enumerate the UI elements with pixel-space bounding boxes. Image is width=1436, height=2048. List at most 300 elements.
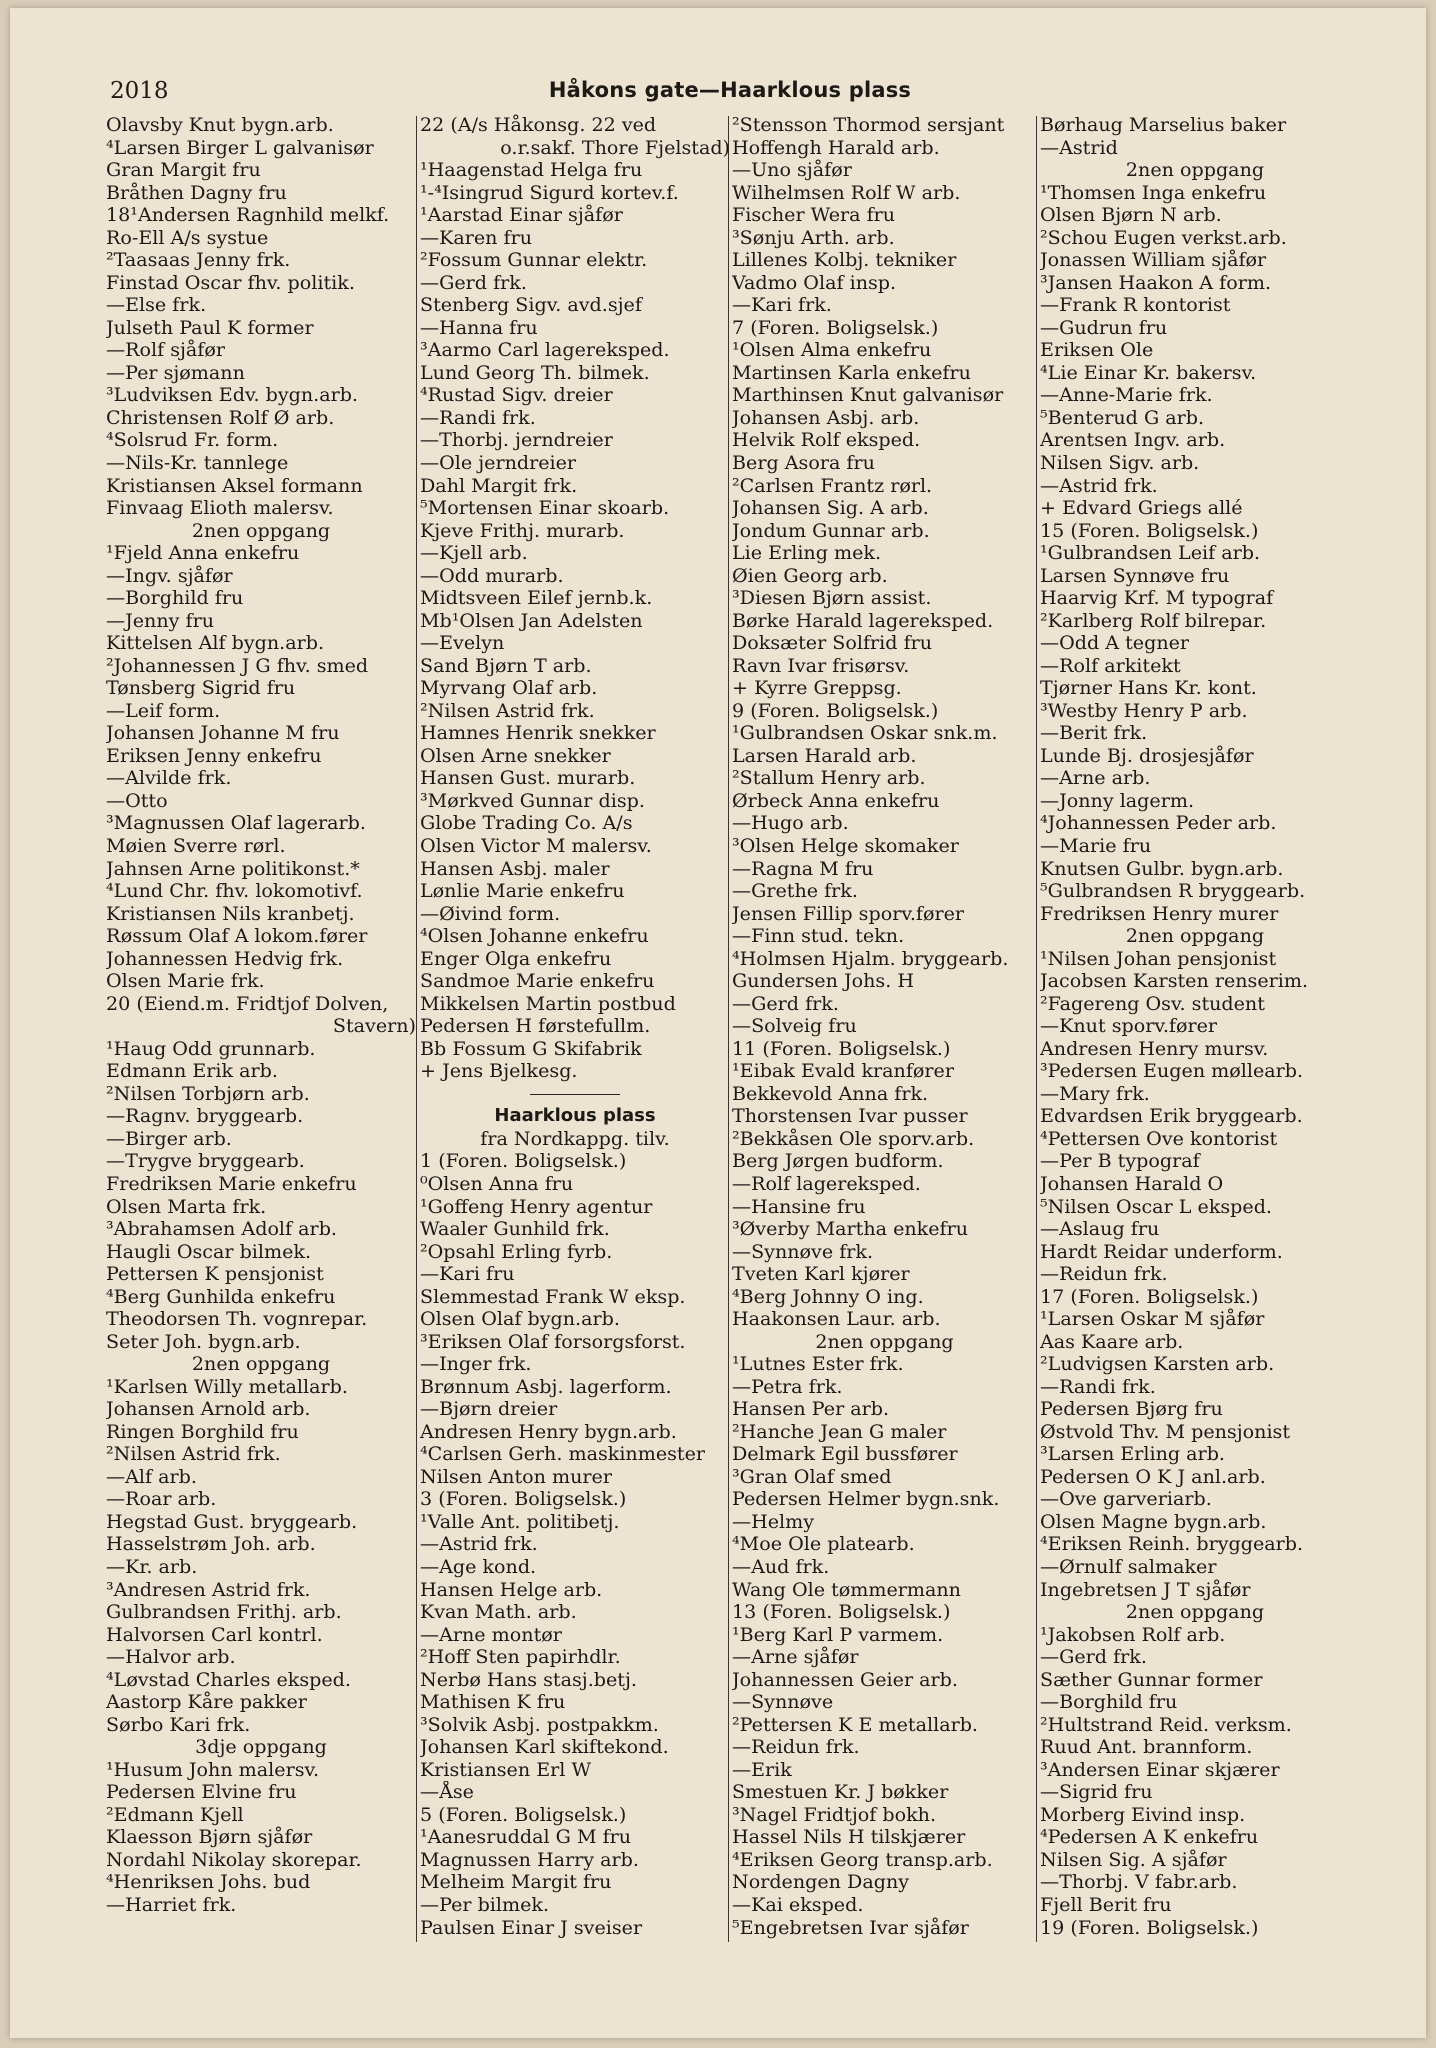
directory-entry: 11 (Foren. Boligselsk.) xyxy=(732,1037,951,1060)
directory-entry: Lund Georg Th. bilmek. xyxy=(420,361,650,384)
directory-entry: Olsen Magne bygn.arb. xyxy=(1040,1510,1267,1533)
directory-entry: ³Ludviksen Edv. bygn.arb. xyxy=(106,384,359,407)
section-heading: 2nen oppgang xyxy=(191,519,331,542)
directory-entry: Møien Sverre rørl. xyxy=(106,835,286,857)
directory-entry: —Arne arb. xyxy=(1040,767,1151,790)
directory-entry: Børhaug Marselius baker xyxy=(1040,114,1287,136)
page-header xyxy=(110,74,1350,114)
directory-entry: —Randi frk. xyxy=(420,406,536,429)
directory-entry: Sandmoe Marie enkefru xyxy=(420,970,655,993)
directory-entry: 20 (Eiend.m. Fridtjof Dolven, xyxy=(106,992,389,1015)
directory-entry: Haakonsen Laur. arb. xyxy=(732,1308,941,1331)
directory-entry: Aastorp Kåre pakker xyxy=(106,1691,307,1714)
directory-entry: —Berit frk. xyxy=(1040,722,1148,745)
directory-entry: Sørbo Kari frk. xyxy=(106,1713,251,1736)
directory-entry: ³Andresen Astrid frk. xyxy=(106,1578,311,1601)
directory-entry: Haugli Oscar bilmek. xyxy=(106,1240,312,1263)
directory-entry: Jondum Gunnar arb. xyxy=(732,519,930,542)
directory-entry: Nordahl Nikolay skorepar. xyxy=(106,1848,362,1871)
directory-entry: ¹-⁴Isingrud Sigurd kortev.f. xyxy=(420,181,679,204)
directory-entry: Pettersen K pensjonist xyxy=(106,1263,324,1286)
directory-entry: Bråthen Dagny fru xyxy=(106,181,287,204)
directory-entry: + Jens Bjelkesg. xyxy=(420,1060,578,1083)
directory-entry: Finvaag Elioth malersv. xyxy=(106,497,334,520)
directory-entry: —Petra frk. xyxy=(732,1375,843,1398)
directory-entry: —Kari frk. xyxy=(732,294,832,317)
directory-entry: Kvan Math. arb. xyxy=(420,1601,577,1624)
directory-entry: ¹Aarstad Einar sjåfør xyxy=(420,204,623,227)
directory-entry: —Anne-Marie frk. xyxy=(1040,384,1213,407)
directory-entry: Hansen Asbj. maler xyxy=(420,857,610,880)
directory-entry: Ringen Borghild fru xyxy=(106,1420,299,1443)
directory-entry: ²Ludvigsen Karsten arb. xyxy=(1040,1353,1275,1376)
directory-entry: Delmark Egil bussfører xyxy=(732,1443,958,1466)
directory-entry: Lillenes Kolbj. tekniker xyxy=(732,249,957,272)
section-heading: 2nen oppgang xyxy=(815,1330,954,1353)
directory-entry: —Jonny lagerm. xyxy=(1040,789,1195,812)
directory-entry: Theodorsen Th. vognrepar. xyxy=(106,1308,368,1331)
directory-entry: ²Taasaas Jenny frk. xyxy=(106,249,291,272)
section-heading: 3dje oppgang xyxy=(195,1736,327,1759)
directory-entry: Eriksen Jenny enkefru xyxy=(106,744,322,767)
directory-entry: ¹Lutnes Ester frk. xyxy=(732,1353,904,1376)
directory-entry: Hansen Helge arb. xyxy=(420,1578,603,1601)
directory-entry: Brønnum Asbj. lagerform. xyxy=(420,1375,672,1398)
directory-entry: Melheim Margit fru xyxy=(420,1871,612,1894)
directory-entry: ¹Haug Odd grunnarb. xyxy=(106,1037,316,1060)
directory-entry: Globe Trading Co. A/s xyxy=(420,812,633,835)
directory-entry: —Hugo arb. xyxy=(732,812,849,835)
directory-entry: Børke Harald lagereksped. xyxy=(732,609,994,632)
directory-entry: Ravn Ivar frisørsv. xyxy=(732,654,910,677)
running-title: Håkons gate—Haarklous plass xyxy=(548,78,912,102)
directory-entry: ¹Karlsen Willy metallarb. xyxy=(106,1375,348,1398)
directory-entry: Ruud Ant. brannform. xyxy=(1040,1736,1253,1759)
directory-entry: ⁴Løvstad Charles eksped. xyxy=(106,1668,351,1691)
directory-entry: Olsen Arne snekker xyxy=(420,744,611,767)
continuation-line: o.r.sakf. Thore Fjelstad) xyxy=(500,136,730,159)
directory-entry: ⁴Olsen Johanne enkefru xyxy=(420,925,649,948)
directory-entry: Christensen Rolf Ø arb. xyxy=(106,406,335,429)
directory-entry: Lie Erling mek. xyxy=(732,542,882,565)
directory-entry: Sand Bjørn T arb. xyxy=(420,654,592,677)
section-heading: 2nen oppgang xyxy=(1125,1601,1265,1624)
directory-entry: —Rolf sjåfør xyxy=(106,339,226,362)
directory-entry: Olsen Victor M malersv. xyxy=(420,835,652,857)
directory-entry: Johansen Johanne M fru xyxy=(106,722,340,745)
directory-entry: Johansen Asbj. arb. xyxy=(732,406,920,429)
directory-entry: Johansen Karl skiftekond. xyxy=(420,1736,669,1759)
directory-entry: —Ove garveriarb. xyxy=(1040,1488,1212,1511)
directory-entry: Vadmo Olaf insp. xyxy=(732,271,897,294)
directory-entry: Olavsby Knut bygn.arb. xyxy=(106,114,334,136)
directory-entry: —Ragna M fru xyxy=(732,857,874,880)
directory-entry: ⁴Pedersen A K enkefru xyxy=(1040,1826,1259,1849)
directory-entry: —Harriet frk. xyxy=(106,1893,237,1916)
directory-entry: ³Mørkved Gunnar disp. xyxy=(420,789,645,812)
directory-entry: —Thorbj. jerndreier xyxy=(420,429,613,452)
directory-entry: —Kjell arb. xyxy=(420,542,528,565)
directory-entry: —Sigrid fru xyxy=(1040,1781,1153,1804)
directory-entry: Hardt Reidar underform. xyxy=(1040,1240,1283,1263)
directory-entry: ⁴Eriksen Georg transp.arb. xyxy=(732,1848,993,1871)
section-heading: 2nen oppgang xyxy=(1125,925,1265,948)
directory-entry: ⁴Pettersen Ove kontorist xyxy=(1040,1127,1278,1150)
directory-entry: ⁵Nilsen Oscar L eksped. xyxy=(1040,1195,1272,1218)
directory-entry: Pedersen Elvine fru xyxy=(106,1781,297,1804)
directory-entry: ¹Jakobsen Rolf arb. xyxy=(1040,1623,1226,1646)
directory-entry: —Arne montør xyxy=(420,1623,562,1646)
directory-entry: —Alvilde frk. xyxy=(106,767,232,790)
directory-entry: ²Nilsen Astrid frk. xyxy=(106,1443,281,1466)
directory-entry: 19 (Foren. Boligselsk.) xyxy=(1040,1916,1259,1939)
directory-entry: —Grethe frk. xyxy=(732,880,858,903)
directory-entry: —Bjørn dreier xyxy=(420,1398,558,1421)
directory-entry: Ingebretsen J T sjåfør xyxy=(1040,1578,1251,1601)
directory-entry: ²Johannessen J G fhv. smed xyxy=(106,654,369,677)
directory-entry: Stenberg Sigv. avd.sjef xyxy=(420,294,642,317)
directory-entry: Dahl Margit frk. xyxy=(420,474,578,497)
directory-entry: Hassel Nils H tilskjærer xyxy=(732,1826,966,1849)
directory-entry: Hansen Per arb. xyxy=(732,1398,890,1421)
directory-entry: —Marie fru xyxy=(1040,835,1152,857)
directory-entry: —Halvor arb. xyxy=(106,1646,236,1669)
directory-entry: Slemmestad Frank W eksp. xyxy=(420,1285,686,1308)
directory-entry: —Ole jerndreier xyxy=(420,451,577,474)
directory-entry: —Alf arb. xyxy=(106,1465,197,1488)
directory-entry: —Rolf arkitekt xyxy=(1040,654,1181,677)
directory-entry: —Solveig fru xyxy=(732,1015,857,1038)
directory-entry: Pedersen Helmer bygn.snk. xyxy=(732,1488,1000,1511)
directory-entry: —Jenny fru xyxy=(106,609,214,632)
directory-entry: —Roar arb. xyxy=(106,1488,217,1511)
directory-entry: ¹Thomsen Inga enkefru xyxy=(1040,181,1267,204)
column-2 xyxy=(420,114,730,1939)
directory-entry: —Borghild fru xyxy=(106,587,244,610)
directory-entry: ⁴Lie Einar Kr. bakersv. xyxy=(1040,361,1257,384)
directory-entry: —Astrid frk. xyxy=(1040,474,1158,497)
directory-entry: Johansen Harald O xyxy=(1040,1172,1224,1195)
directory-entry: —Gerd frk. xyxy=(420,271,527,294)
directory-entry: ¹Aanesruddal G M fru xyxy=(420,1826,632,1849)
directory-entry: Smestuen Kr. J bøkker xyxy=(732,1781,949,1804)
directory-entry: ³Nagel Fridtjof bokh. xyxy=(732,1803,937,1826)
directory-entry: 17 (Foren. Boligselsk.) xyxy=(1040,1285,1259,1308)
directory-entry: ²Schou Eugen verkst.arb. xyxy=(1040,226,1287,249)
directory-entry: ³Olsen Helge skomaker xyxy=(732,835,959,857)
directory-entry: Eriksen Ole xyxy=(1040,339,1154,362)
directory-entry: Marthinsen Knut galvanisør xyxy=(732,384,1004,407)
directory-entry: —Finn stud. tekn. xyxy=(732,925,905,948)
directory-entry: ³Andersen Einar skjærer xyxy=(1040,1758,1280,1781)
directory-entry: Kristiansen Nils kranbetj. xyxy=(106,902,355,925)
directory-entry: Olsen Marie frk. xyxy=(106,970,265,993)
directory-entry: Arentsen Ingv. arb. xyxy=(1040,429,1226,452)
column-1 xyxy=(106,114,416,1917)
directory-entry: Aas Kaare arb. xyxy=(1040,1330,1184,1353)
directory-entry: ²Stallum Henry arb. xyxy=(732,767,926,790)
directory-entry: Gran Margit fru xyxy=(106,159,261,182)
directory-entry: —Evelyn xyxy=(420,632,505,655)
directory-entry: —Ørnulf salmaker xyxy=(1040,1556,1217,1578)
directory-entry: ³Magnussen Olaf lagerarb. xyxy=(106,812,366,835)
directory-entry: Hansen Gust. murarb. xyxy=(420,767,636,790)
directory-entry: Tønsberg Sigrid fru xyxy=(106,677,296,700)
directory-entry: ³Solvik Asbj. postpakkm. xyxy=(420,1713,659,1736)
directory-entry: 15 (Foren. Boligselsk.) xyxy=(1040,519,1259,542)
directory-entry: ¹Berg Karl P varmem. xyxy=(732,1623,944,1646)
directory-entry: ⁵Benterud G arb. xyxy=(1040,406,1205,429)
directory-entry: —Arne sjåfør xyxy=(732,1646,859,1669)
street-heading: Haarklous plass xyxy=(494,1105,656,1127)
directory-entry: —Knut sporv.fører xyxy=(1040,1015,1218,1038)
directory-entry: ⁵Mortensen Einar skoarb. xyxy=(420,497,670,520)
directory-entry: Fredriksen Marie enkefru xyxy=(106,1172,357,1195)
directory-entry: Johannessen Hedvig frk. xyxy=(106,947,344,970)
directory-entry: ²Hanche Jean G maler xyxy=(732,1420,947,1443)
directory-entry: ²Hultstrand Reid. verksm. xyxy=(1040,1713,1292,1736)
directory-entry: ¹Haagenstad Helga fru xyxy=(420,159,643,182)
directory-entry: 7 (Foren. Boligselsk.) xyxy=(732,316,939,339)
directory-entry: —Åse xyxy=(420,1781,474,1804)
directory-entry: Mikkelsen Martin postbud xyxy=(420,992,676,1015)
directory-entry: Doksæter Solfrid fru xyxy=(732,632,933,655)
directory-entry: Sæther Gunnar former xyxy=(1040,1668,1263,1691)
directory-entry: ⁴Larsen Birger L galvanisør xyxy=(106,136,374,159)
directory-entry: Olsen Bjørn N arb. xyxy=(1040,204,1222,227)
directory-entry: Øien Georg arb. xyxy=(732,564,888,587)
directory-entry: ²Bekkåsen Ole sporv.arb. xyxy=(732,1127,975,1150)
directory-entry: Andresen Henry bygn.arb. xyxy=(420,1420,677,1443)
directory-entry: Martinsen Karla enkefru xyxy=(732,361,971,384)
directory-entry: —Otto xyxy=(106,789,168,812)
directory-entry: Kittelsen Alf bygn.arb. xyxy=(106,632,325,655)
directory-entry: Jacobsen Karsten renserim. xyxy=(1040,970,1309,993)
directory-entry: Lunde Bj. drosjesjåfør xyxy=(1040,744,1254,767)
directory-entry: Morberg Eivind insp. xyxy=(1040,1803,1246,1826)
directory-entry: ⁴Lund Chr. fhv. lokomotivf. xyxy=(106,880,363,903)
directory-entry: ²Carlsen Frantz rørl. xyxy=(732,474,933,497)
directory-entry: ⁵Engebretsen Ivar sjåfør xyxy=(732,1916,969,1939)
directory-entry: —Hansine fru xyxy=(732,1195,866,1218)
directory-entry: —Else frk. xyxy=(106,294,207,317)
directory-entry: Fischer Wera fru xyxy=(732,204,896,227)
directory-entry: Bekkevold Anna frk. xyxy=(732,1082,929,1105)
directory-entry: Finstad Oscar fhv. politik. xyxy=(106,271,355,294)
directory-entry: Klaesson Bjørn sjåfør xyxy=(106,1826,313,1849)
directory-entry: ²Pettersen K E metallarb. xyxy=(732,1713,978,1736)
directory-entry: Berg Jørgen budform. xyxy=(732,1150,944,1173)
directory-entry: Tjørner Hans Kr. kont. xyxy=(1040,677,1257,700)
directory-entry: Wang Ole tømmermann xyxy=(732,1578,961,1601)
directory-entry: —Astrid xyxy=(1040,136,1118,159)
directory-entry: —Astrid frk. xyxy=(420,1533,538,1556)
directory-entry: —Synnøve frk. xyxy=(732,1240,874,1263)
directory-entry: —Kr. arb. xyxy=(106,1556,198,1578)
directory-entry: —Gerd frk. xyxy=(1040,1646,1147,1669)
directory-entry: ¹Fjeld Anna enkefru xyxy=(106,542,300,565)
directory-entry: —Aud frk. xyxy=(732,1556,830,1578)
directory-entry: Myrvang Olaf arb. xyxy=(420,677,598,700)
directory-entry: Tveten Karl kjører xyxy=(732,1263,910,1286)
directory-entry: ³Pedersen Eugen møllearb. xyxy=(1040,1060,1304,1083)
directory-entry: Mb¹Olsen Jan Adelsten xyxy=(420,609,643,632)
directory-entry: Johannessen Geier arb. xyxy=(732,1668,958,1691)
directory-entry: Edmann Erik arb. xyxy=(106,1060,278,1083)
directory-entry: ¹Nilsen Johan pensjonist xyxy=(1040,947,1277,970)
directory-entry: ⁴Eriksen Reinh. bryggearb. xyxy=(1040,1533,1304,1556)
directory-entry: + Edvard Griegs allé xyxy=(1040,497,1243,520)
directory-entry: ¹Goffeng Henry agentur xyxy=(420,1195,653,1218)
directory-entry: ¹Valle Ant. politibetj. xyxy=(420,1510,620,1533)
directory-entry: —Øivind form. xyxy=(420,902,561,925)
directory-entry: Mathisen K fru xyxy=(420,1691,566,1714)
directory-entry: ³Westby Henry P arb. xyxy=(1040,699,1248,722)
directory-entry: —Gerd frk. xyxy=(732,992,839,1015)
directory-entry: Jonassen William sjåfør xyxy=(1040,249,1267,272)
directory-entry: —Inger frk. xyxy=(420,1353,532,1376)
directory-entry: ⁴Johannessen Peder arb. xyxy=(1040,812,1277,835)
directory-entry: Nordengen Dagny xyxy=(732,1871,910,1894)
directory-entry: —Frank R kontorist xyxy=(1040,294,1231,317)
directory-entry: ³Larsen Erling arb. xyxy=(1040,1443,1225,1466)
directory-entry: Magnussen Harry arb. xyxy=(420,1848,639,1871)
directory-entry: —Borghild fru xyxy=(1040,1691,1178,1714)
directory-entry: ⁴Berg Gunhilda enkefru xyxy=(106,1285,336,1308)
directory-entry: Thorstensen Ivar pusser xyxy=(732,1105,968,1128)
directory-entry: 3 (Foren. Boligselsk.) xyxy=(420,1488,627,1511)
directory-entry: Olsen Marta frk. xyxy=(106,1195,267,1218)
directory-entry: Ørbeck Anna enkefru xyxy=(732,789,940,812)
directory-entry: —Nils-Kr. tannlege xyxy=(106,451,289,474)
directory-entry: Jensen Fillip sporv.fører xyxy=(732,902,965,925)
directory-entry: ²Hoff Sten papirhdlr. xyxy=(420,1646,621,1669)
directory-entry: —Ingv. sjåfør xyxy=(106,564,233,587)
directory-entry: ²Fossum Gunnar elektr. xyxy=(420,249,648,272)
directory-entry: Nilsen Sigv. arb. xyxy=(1040,451,1200,474)
directory-entry: —Reidun frk. xyxy=(1040,1263,1168,1286)
directory-entry: ⁴Holmsen Hjalm. bryggearb. xyxy=(732,947,1009,970)
directory-entry: Pedersen H førstefullm. xyxy=(420,1015,651,1038)
directory-entry: —Per sjømann xyxy=(106,361,245,384)
directory-entry: Hasselstrøm Joh. arb. xyxy=(106,1533,316,1556)
directory-entry: —Helmy xyxy=(732,1510,815,1533)
directory-entry: —Per bilmek. xyxy=(420,1893,550,1916)
directory-entry: Hoffengh Harald arb. xyxy=(732,136,940,159)
directory-entry: ²Opsahl Erling fyrb. xyxy=(420,1240,613,1263)
directory-entry: Kjeve Frithj. murarb. xyxy=(420,519,625,542)
directory-entry: Edvardsen Erik bryggearb. xyxy=(1040,1105,1303,1128)
directory-entry: ⁵Gulbrandsen R bryggearb. xyxy=(1040,880,1306,903)
directory-entry: —Karen fru xyxy=(420,226,533,249)
directory-entry: Jahnsen Arne politikonst.* xyxy=(106,857,360,880)
directory-entry: ³Øverby Martha enkefru xyxy=(732,1218,969,1241)
directory-entry: —Synnøve xyxy=(732,1691,834,1714)
directory-entry: —Ragnv. bryggearb. xyxy=(106,1105,304,1128)
directory-entry: ⁴Berg Johnny O ing. xyxy=(732,1285,924,1308)
directory-entry: —Mary frk. xyxy=(1040,1082,1150,1105)
directory-entry: Wilhelmsen Rolf W arb. xyxy=(732,181,961,204)
directory-entry: Berg Asora fru xyxy=(732,451,875,474)
directory-entry: ³Abrahamsen Adolf arb. xyxy=(106,1218,337,1241)
directory-entry: Johansen Sig. A arb. xyxy=(732,497,929,520)
directory-entry: Kristiansen Aksel formann xyxy=(106,474,363,497)
directory-entry: —Rolf lagereksped. xyxy=(732,1172,921,1195)
directory-entry: Fredriksen Henry murer xyxy=(1040,902,1279,925)
directory-entry: ¹Olsen Alma enkefru xyxy=(732,339,932,362)
directory-entry: Ro-Ell A/s systue xyxy=(106,226,269,249)
directory-entry: 5 (Foren. Boligselsk.) xyxy=(420,1803,627,1826)
directory-entry: Nilsen Anton murer xyxy=(420,1465,612,1488)
directory-entry: 18¹Andersen Ragnhild melkf. xyxy=(106,204,390,227)
directory-entry: 13 (Foren. Boligselsk.) xyxy=(732,1601,951,1624)
section-heading: 2nen oppgang xyxy=(1125,159,1265,182)
directory-entry: —Odd A tegner xyxy=(1040,632,1190,655)
directory-entry: Pedersen Bjørg fru xyxy=(1040,1398,1223,1421)
directory-entry: Halvorsen Carl kontrl. xyxy=(106,1623,323,1646)
directory-entry: ³Jansen Haakon A form. xyxy=(1040,271,1272,294)
section-heading: fra Nordkappg. tilv. xyxy=(480,1127,670,1150)
directory-entry: ²Nilsen Astrid frk. xyxy=(420,699,595,722)
directory-entry: 9 (Foren. Boligselsk.) xyxy=(732,699,939,722)
directory-entry: —Trygve bryggearb. xyxy=(106,1150,305,1173)
directory-entry: Haarvig Krf. M typograf xyxy=(1040,587,1274,610)
directory-entry: Østvold Thv. M pensjonist xyxy=(1040,1420,1291,1443)
directory-entry: —Per B typograf xyxy=(1040,1150,1200,1173)
directory-entry: Gundersen Johs. H xyxy=(732,970,914,993)
directory-entry: Lønlie Marie enkefru xyxy=(420,880,625,903)
directory-entry: ⁴Carlsen Gerh. maskinmester xyxy=(420,1443,706,1466)
directory-entry: + Kyrre Greppsg. xyxy=(732,677,902,700)
directory-entry: Røssum Olaf A lokom.fører xyxy=(106,925,368,948)
directory-entry: —Age kond. xyxy=(420,1556,537,1578)
directory-entry: ³Gran Olaf smed xyxy=(732,1465,892,1488)
directory-entry: ¹Husum John malersv. xyxy=(106,1758,320,1781)
directory-entry: Paulsen Einar J sveiser xyxy=(420,1916,643,1939)
directory-entry: —Birger arb. xyxy=(106,1127,232,1150)
directory-entry: —Reidun frk. xyxy=(732,1736,860,1759)
directory-entry: Olsen Olaf bygn.arb. xyxy=(420,1308,620,1331)
directory-entry: —Gudrun fru xyxy=(1040,316,1168,339)
directory-entry: ²Nilsen Torbjørn arb. xyxy=(106,1082,310,1105)
directory-entry: Larsen Synnøve fru xyxy=(1040,564,1230,587)
directory-entry: Julseth Paul K former xyxy=(106,316,314,339)
directory-entry: Pedersen O K J anl.arb. xyxy=(1040,1465,1266,1488)
directory-entry: ³Aarmo Carl lagereksped. xyxy=(420,339,670,362)
directory-entry: Seter Joh. bygn.arb. xyxy=(106,1330,301,1353)
directory-entry: Hamnes Henrik snekker xyxy=(420,722,656,745)
directory-entry: Helvik Rolf eksped. xyxy=(732,429,921,452)
directory-entry: —Leif form. xyxy=(106,699,221,722)
directory-entry: 22 (A/s Håkonsg. 22 ved xyxy=(420,114,657,136)
directory-entry: Fjell Berit fru xyxy=(1040,1893,1172,1916)
directory-entry: ⁴Rustad Sigv. dreier xyxy=(420,384,613,407)
directory-entry: —Odd murarb. xyxy=(420,564,564,587)
directory-entry: Hegstad Gust. bryggearb. xyxy=(106,1510,358,1533)
directory-entry: Andresen Henry mursv. xyxy=(1040,1037,1269,1060)
column-divider xyxy=(416,116,417,1942)
page-number: 2018 xyxy=(110,78,169,104)
column-3 xyxy=(732,114,1037,1939)
directory-entry: —Kai eksped. xyxy=(732,1893,864,1916)
directory-entry: Knutsen Gulbr. bygn.arb. xyxy=(1040,857,1284,880)
directory-entry: ³Diesen Bjørn assist. xyxy=(732,587,932,610)
directory-entry: ²Karlberg Rolf bilrepar. xyxy=(1040,609,1267,632)
directory-entry: ⁴Moe Ole platearb. xyxy=(732,1533,915,1556)
directory-entry: —Thorbj. V fabr.arb. xyxy=(1040,1871,1238,1894)
directory-entry: 1 (Foren. Boligselsk.) xyxy=(420,1150,627,1173)
directory-entry: —Kari fru xyxy=(420,1263,515,1286)
